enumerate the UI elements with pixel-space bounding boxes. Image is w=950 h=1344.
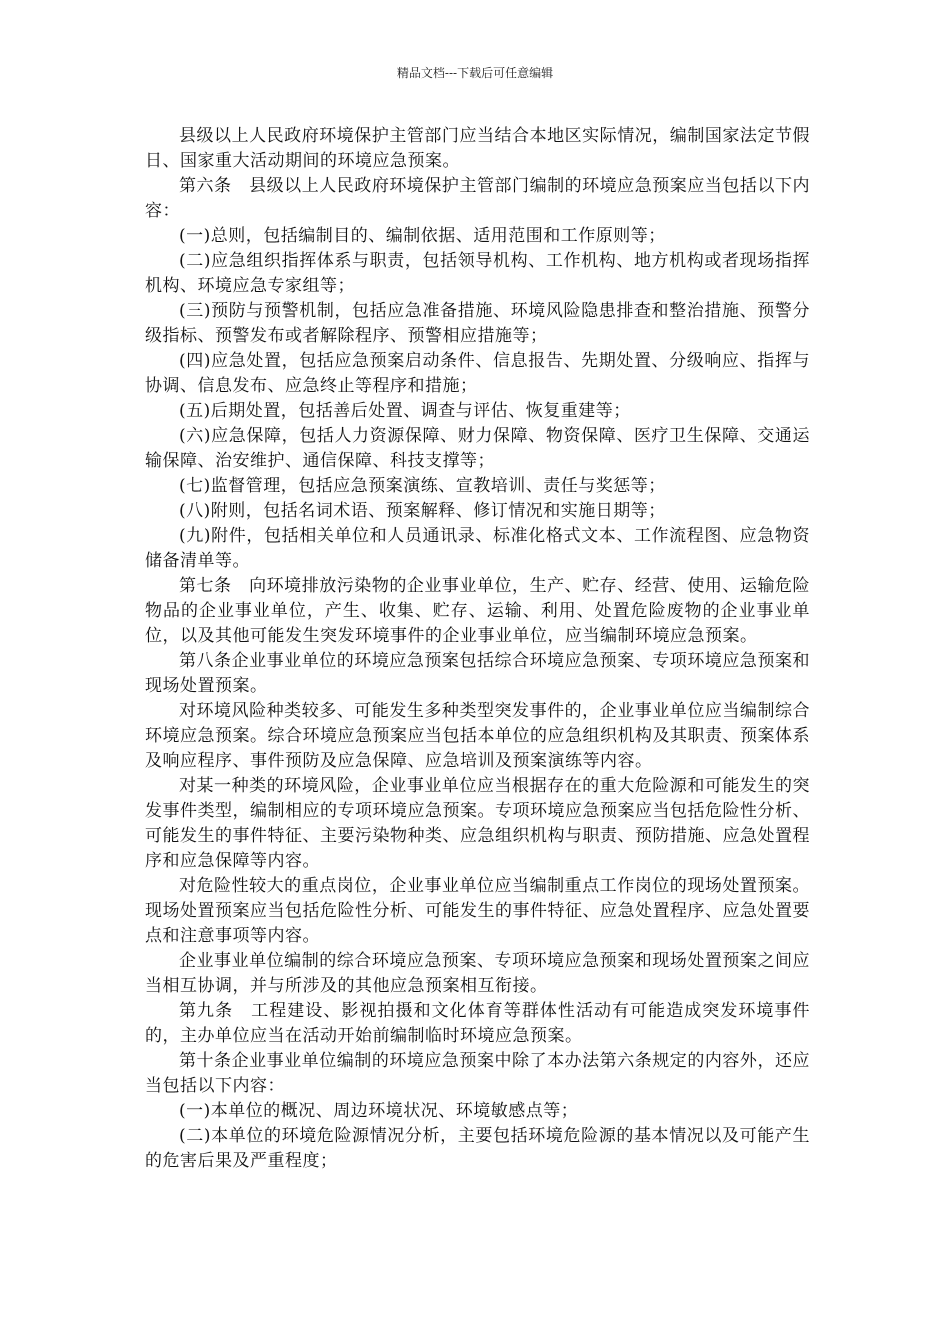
paragraph: 对危险性较大的重点岗位，企业事业单位应当编制重点工作岗位的现场处置预案。现场处置预案应当包括危险性分析、可能发生的事件特征、应急处置程序、应急处置要点和注意事项等内容。 — [145, 876, 810, 946]
paragraph: (一)总则，包括编制目的、编制依据、适用范围和工作原则等； — [179, 226, 666, 246]
paragraph: (二)本单位的环境危险源情况分析，主要包括环境危险源的基本情况以及可能产生的危害后果及严重程度； — [145, 1126, 810, 1171]
paragraph: 对某一种类的环境风险，企业事业单位应当根据存在的重大危险源和可能发生的突发事件类型，编制相应的专项环境应急预案。专项环境应急预案应当包括危险性分析、可能发生的事件特征、主要污染物种类、应急组织机构与职责、预防措施、应急处置程序和应急保障等内容。 — [145, 776, 810, 871]
document-body — [145, 124, 810, 1174]
paragraph: 第九条 工程建设、影视拍摄和文化体育等群体性活动有可能造成突发环境事件的，主办单位应当在活动开始前编制临时环境应急预案。 — [145, 1001, 810, 1046]
paragraph: (八)附则，包括名词术语、预案解释、修订情况和实施日期等； — [179, 501, 666, 521]
paragraph: (四)应急处置，包括应急预案启动条件、信息报告、先期处置、分级响应、指挥与协调、信息发布、应急终止等程序和措施； — [145, 351, 810, 396]
paragraph: (一)本单位的概况、周边环境状况、环境敏感点等； — [179, 1101, 579, 1121]
paragraph: (六)应急保障，包括人力资源保障、财力保障、物资保障、医疗卫生保障、交通运输保障、治安维护、通信保障、科技支撑等； — [145, 426, 810, 471]
paragraph: 县级以上人民政府环境保护主管部门应当结合本地区实际情况，编制国家法定节假日、国家重大活动期间的环境应急预案。 — [145, 126, 810, 171]
paragraph: (五)后期处置，包括善后处置、调查与评估、恢复重建等； — [179, 401, 631, 421]
page-header: 精品文档---下载后可任意编辑 — [396, 66, 554, 80]
paragraph: (七)监督管理，包括应急预案演练、宣教培训、责任与奖惩等； — [179, 476, 666, 496]
paragraph: (九)附件，包括相关单位和人员通讯录、标准化格式文本、工作流程图、应急物资储备清单等。 — [145, 526, 810, 571]
paragraph: 企业事业单位编制的综合环境应急预案、专项环境应急预案和现场处置预案之间应当相互协调，并与所涉及的其他应急预案相互衔接。 — [145, 951, 810, 996]
paragraph: 第十条企业事业单位编制的环境应急预案中除了本办法第六条规定的内容外，还应当包括以下内容： — [145, 1051, 810, 1096]
paragraph: 第八条企业事业单位的环境应急预案包括综合环境应急预案、专项环境应急预案和现场处置预案。 — [145, 651, 810, 696]
paragraph: (三)预防与预警机制，包括应急准备措施、环境风险隐患排查和整治措施、预警分级指标、预警发布或者解除程序、预警相应措施等； — [145, 301, 810, 346]
paragraph: (二)应急组织指挥体系与职责，包括领导机构、工作机构、地方机构或者现场指挥机构、环境应急专家组等； — [145, 251, 810, 296]
paragraph: 第六条 县级以上人民政府环境保护主管部门编制的环境应急预案应当包括以下内容： — [145, 176, 810, 221]
paragraph: 第七条 向环境排放污染物的企业事业单位，生产、贮存、经营、使用、运输危险物品的企业事业单位，产生、收集、贮存、运输、利用、处置危险废物的企业事业单位，以及其他可能发生突发环境事件的企业事业单位，应当编制环境应急预案。 — [145, 576, 810, 646]
paragraph: 对环境风险种类较多、可能发生多种类型突发事件的，企业事业单位应当编制综合环境应急预案。综合环境应急预案应当包括本单位的应急组织机构及其职责、预案体系及响应程序、事件预防及应急保障、应急培训及预案演练等内容。 — [145, 701, 810, 771]
